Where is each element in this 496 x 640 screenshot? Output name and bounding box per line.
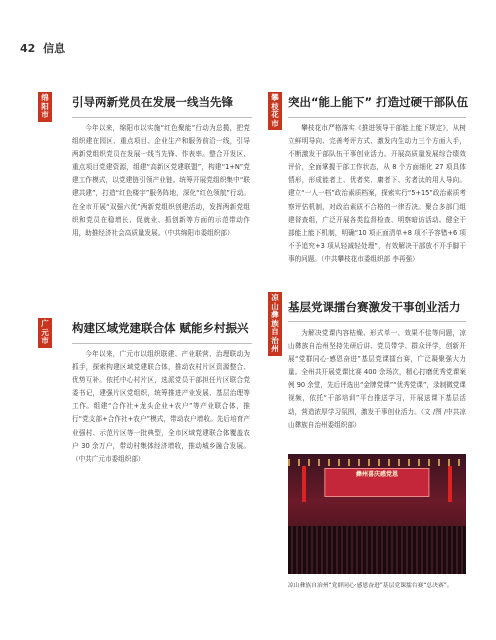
article-body: 今年以来，绵阳市以实施“红色聚能”行动为总揽，把党组织建在园区、重点项目、企业生产和服务前沿一线，引导两新党组织党员在发展一线当先锋、作表率。整合开发区、重点项目党建资源，组建“高新区党建联盟”，构建“1+N”党建工作模式，以党建链引领产业链。统筹开展党组织集中“联建共建”，打造“红色楼宇”服务阵地，深化“红色领航”行动。在全市开展“双强六优”两新党组织创建活动，发挥两新党组织和党员在稳增长、促就业、抓创新等方面的示范带动作用，助推经济社会高质量发展。（中共绵阳市委组织部） xyxy=(72,124,250,237)
page-section: 信息 xyxy=(43,42,66,55)
title-divider xyxy=(72,117,252,118)
stage-lights xyxy=(288,459,466,466)
article-tag: 凉 山 彝 族 自 治 州 xyxy=(268,292,282,356)
article-title: 构建区域党建联合体 赋能乡村振兴 xyxy=(72,321,249,335)
stage-banner: 彝州喜庆感党恩 xyxy=(355,471,399,479)
title-divider xyxy=(72,343,252,344)
title-divider xyxy=(288,321,466,322)
flag xyxy=(302,466,306,502)
article-title: 引导两新党员在发展一线当先锋 xyxy=(72,95,233,109)
article-body: 今年以来，广元市以组织联建、产业联营、治理联动为抓手，探索构建区域党建联合体，推动农村片区资源整合、优势互补。依托中心村片区，选派党员干部担任片区联合党委书记，建强片区党组织，统筹推进产业发展、基层治理等工作。组建“合作社+龙头企业+农户”等产业联合体，推行“党支部+合作社+农户”模式，带动农户增收。先后培育产业强村、示范片区等一批典型，全市区域党建联合体覆盖农户 30 余万户，带动村集体经济增收，推动城乡融合发展。（中共广元市委组织部） xyxy=(72,350,250,463)
page-header xyxy=(20,40,65,56)
article-title: 突出“能上能下” 打造过硬干部队伍 xyxy=(288,95,469,109)
article-tag: 攀 枝 花 市 xyxy=(268,92,282,130)
page-number: 42 xyxy=(20,42,36,55)
article-body: 为解决党课内容枯燥、形式单一、效果不佳等问题，凉山彝族自治州坚持先研后讲、党员带学、群众评学，创新开展“党群同心·感恩奋进”基层党课擂台赛，广泛凝聚强大力量。全州共开展党课比赛 400 余场次，精心打磨优秀党课案例 90 余堂，先后评选出“金牌党课”“优秀党课”，录制微党课视频，依托“干部培训”平台推送学习，开展送课下基层活动，营造浓厚学习氛围，激发干事创业活力。（文 /图 /中共凉山彝族自治州委组织部） xyxy=(288,329,466,429)
audience xyxy=(288,526,466,574)
article-tag: 广 元 市 xyxy=(38,318,52,348)
article-body: 攀枝花市严格落实《推进领导干部能上能下规定》，从树立鲜明导向、完善考评方式、激发内生动力三个方面入手，不断激发干部队伍干事创业活力。开展高质量发展综合绩效评价，全面掌握干部工作状态，从 8 个方面细化 27 项具体情形，形成能者上、优者奖、庸者下、劣者汰的用人导向。建立“一人一档”政治素质档案，探索实行“5+15”政治素质考察评估机制，对政治素质不合格的一律否决。聚合多部门组建督查组，广泛开展各类监督检查、明察暗访活动。健全干部能上能下机制，明确“10 项正面清单+8 项不予容错+6 项不予追究+3 项从轻减轻处理”，有效解决干部放不开手脚干事的问题。（中共攀枝花市委组织部 李再强） xyxy=(288,124,466,263)
stage-screen xyxy=(324,468,429,496)
title-divider xyxy=(288,117,466,118)
flag xyxy=(448,466,452,502)
article-title: 基层党课擂台赛激发干事创业活力 xyxy=(288,300,461,314)
article-photo xyxy=(288,454,466,574)
article-tag: 绵 阳 市 xyxy=(38,92,52,122)
photo-caption: 凉山彝族自治州“党群同心·感恩奋进”基层党课擂台赛“总决赛”。 xyxy=(288,583,453,589)
